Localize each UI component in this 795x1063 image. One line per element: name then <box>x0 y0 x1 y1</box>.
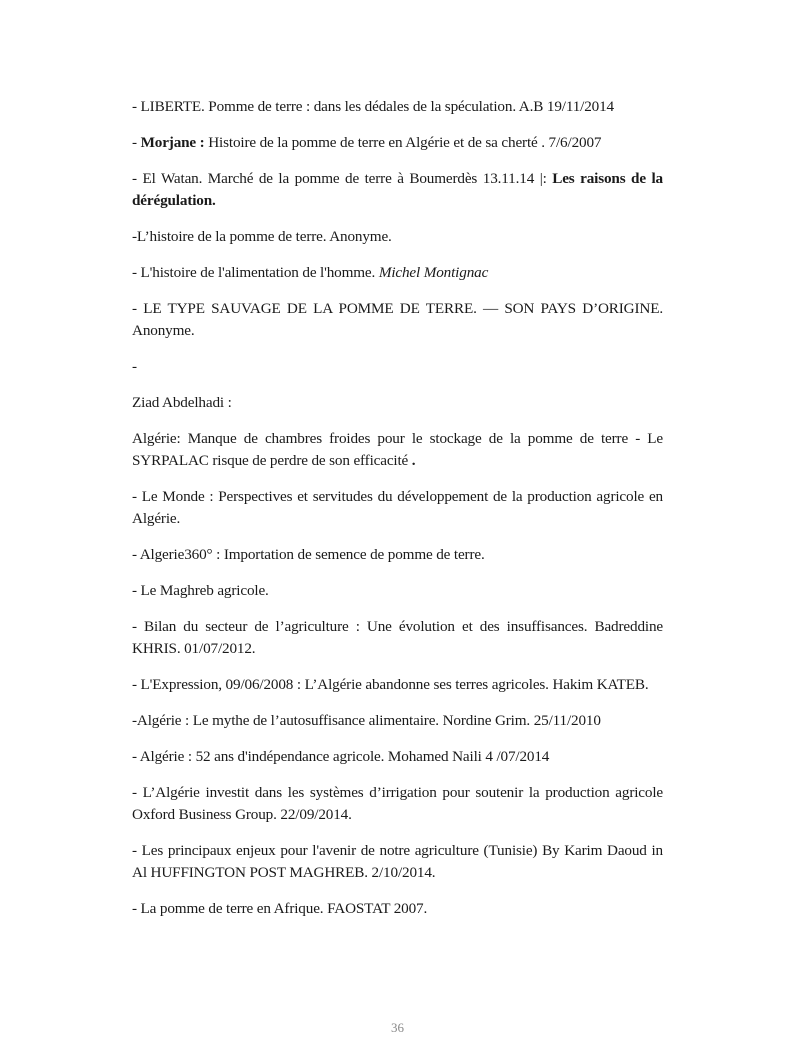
entry-text: Ziad Abdelhadi : <box>132 394 232 411</box>
entry-text: - Bilan du secteur de l’agriculture : Une évolution et des insuffisances. Badreddine KHRIS. 01/07/2012. <box>132 618 663 657</box>
reference-entry <box>132 262 663 284</box>
italic-text: Michel Montignac <box>378 264 489 281</box>
entry-text: - Le Monde : Perspectives et servitudes du développement de la production agricole en Algérie. <box>132 488 663 527</box>
entry-text: - Algerie360° : Importation de semence de pomme de terre. <box>132 546 485 563</box>
entry-text: - <box>132 134 141 151</box>
reference-list <box>132 96 663 934</box>
reference-entry <box>132 428 663 472</box>
reference-entry <box>132 298 663 342</box>
reference-entry <box>132 782 663 826</box>
reference-entry <box>132 226 663 248</box>
entry-text: - L'histoire de l'alimentation de l'homme. <box>132 264 379 281</box>
entry-text: - <box>132 358 137 375</box>
reference-entry <box>132 132 663 154</box>
bold-text: Morjane : <box>140 134 205 151</box>
reference-entry <box>132 898 663 920</box>
entry-text: - LIBERTE. Pomme de terre : dans les dédales de la spéculation. A.B 19/11/2014 <box>132 98 614 115</box>
entry-text: Histoire de la pomme de terre en Algérie et de sa cherté . 7/6/2007 <box>204 134 602 151</box>
reference-entry <box>132 616 663 660</box>
reference-entry <box>132 96 663 118</box>
reference-entry <box>132 710 663 732</box>
reference-entry <box>132 486 663 530</box>
entry-text: - Algérie : 52 ans d'indépendance agricole. Mohamed Naili 4 /07/2014 <box>132 748 550 765</box>
entry-text: - La pomme de terre en Afrique. FAOSTAT 2007. <box>132 900 428 917</box>
entry-text: - L’Algérie investit dans les systèmes d’irrigation pour soutenir la production agricole Oxford Business Group. 22/09/2014. <box>132 784 663 823</box>
reference-entry <box>132 168 663 212</box>
entry-text: - L'Expression, 09/06/2008 : L’Algérie abandonne ses terres agricoles. Hakim KATEB. <box>132 676 649 693</box>
reference-entry <box>132 840 663 884</box>
reference-entry <box>132 580 663 602</box>
reference-entry <box>132 544 663 566</box>
reference-entry <box>132 674 663 696</box>
bold-text: Les raisons de la dérégulation. <box>132 170 663 209</box>
page-number: 36 <box>391 1020 404 1035</box>
entry-text: - LE TYPE SAUVAGE DE LA POMME DE TERRE. — SON PAYS D’ORIGINE. Anonyme. <box>132 300 663 339</box>
entry-text: - Le Maghreb agricole. <box>132 582 269 599</box>
entry-text: -Algérie : Le mythe de l’autosuffisance alimentaire. Nordine Grim. 25/11/2010 <box>132 712 601 729</box>
entry-text: - Les principaux enjeux pour l'avenir de notre agriculture (Tunisie) By Karim Daoud in Al HUFFINGTON POST MAGHREB. 2/10/2014. <box>132 842 663 881</box>
reference-entry <box>132 392 663 414</box>
reference-entry <box>132 746 663 768</box>
entry-text: -L’histoire de la pomme de terre. Anonyme. <box>132 228 392 245</box>
bold-text: . <box>411 452 416 469</box>
entry-text: - El Watan. Marché de la pomme de terre à Boumerdès 13.11.14 |: <box>132 170 553 187</box>
reference-entry <box>132 356 663 378</box>
entry-text: Algérie: Manque de chambres froides pour le stockage de la pomme de terre - Le SYRPALAC risque de perdre de son efficacité <box>132 430 663 469</box>
